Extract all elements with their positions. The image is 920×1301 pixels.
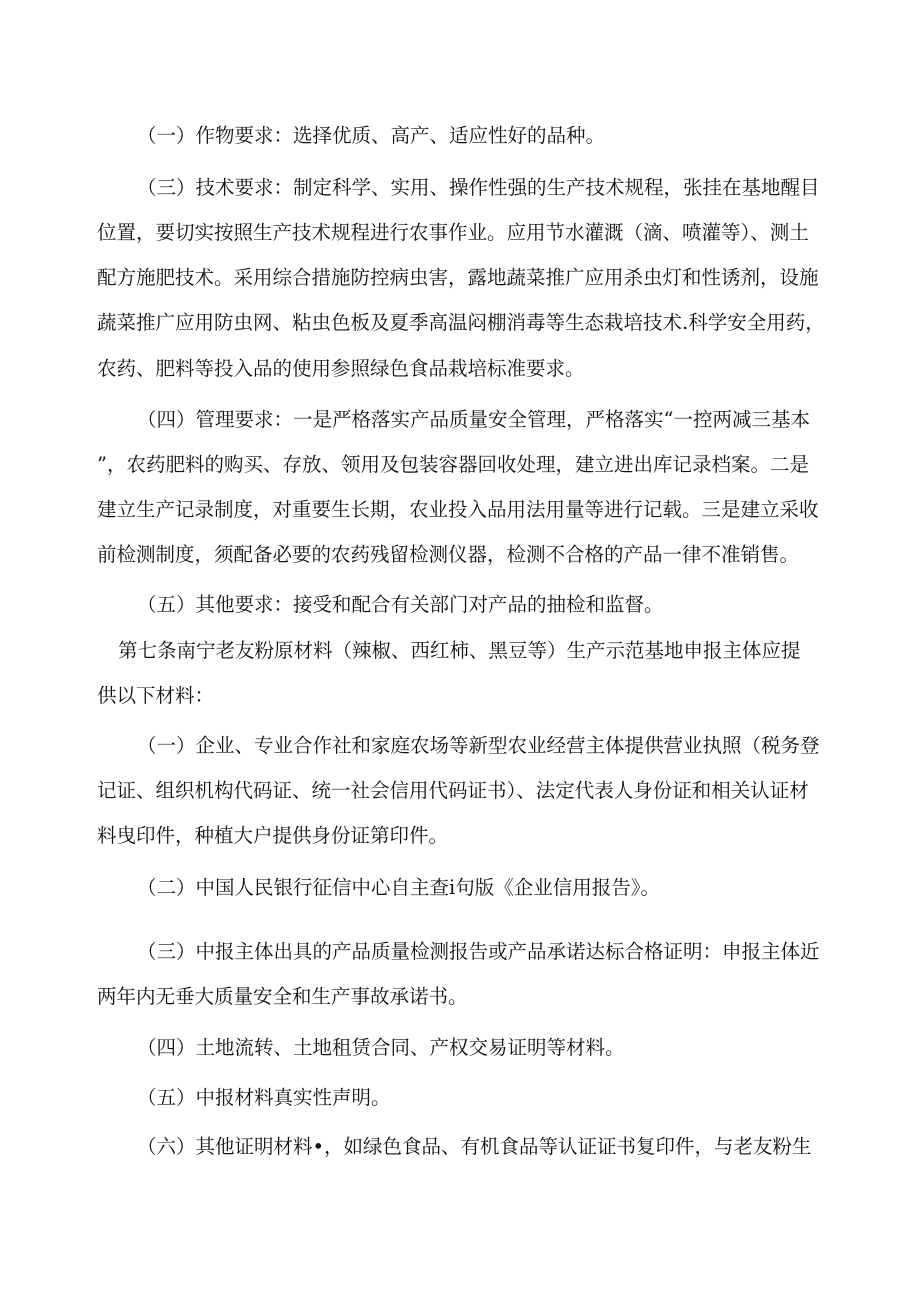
text-line: 料曳印件，种植大户提供身份证第印件。 [97, 824, 449, 847]
text-line: 供以下材料： [97, 684, 215, 707]
text-line: 前检测制度，须配备必要的农药残留检测仪器，检测不合格的产品一律不准销售。 [97, 543, 800, 566]
text-line: （三）中报主体出具的产品质量检测报告或产品承诺达标合格证明：申报主体近 [137, 940, 820, 963]
text-line: 建立生产记录制度，对重要生长期，农业投入品用法用量等进行记载。三是建立采收 [97, 498, 819, 521]
text-line: 记证、组织机构代码证、统一社会信用代码证书）、法定代表人身份证和相关认证材 [97, 779, 809, 802]
text-line: ”，农药肥料的购买、存放、领用及包装容器回收处理，建立进出库记录档案。二是 [97, 453, 809, 476]
text-line: （一）作物要求：选择优质、高产、适应性好的品种。 [137, 124, 606, 147]
text-line: （三）技术要求：制定科学、实用、操作性强的生产技术规程，张挂在基地醒目 [137, 176, 820, 199]
text-line: 位置，要切实按照生产技术规程进行农事作业。应用节水灌溉（滴、喷灌等）、测土 [97, 221, 809, 244]
text-line: （六）其他证明材料•，如绿色食品、有机食品等认证证书复印件，与老友粉生 [137, 1135, 812, 1158]
text-line: 蔬菜推广应用防虫网、粘虫色板及夏季高温闷棚消毒等生态栽培技术.科学安全用药， [97, 311, 825, 334]
text-line: （一）企业、专业合作社和家庭农场等新型农业经营主体提供营业执照（税务登 [137, 734, 820, 757]
text-line: （二）中国人民银行征信中心自主查i句版《企业信用报告》。 [137, 876, 660, 899]
text-line: （五）其他要求：接受和配合有关部门对产品的抽检和监督。 [137, 593, 664, 616]
text-line: 农药、肥料等投入品的使用参照绿色食品栽培标准要求。 [97, 357, 585, 380]
text-line: （四）土地流转、土地租赁合同、产权交易证明等材料。 [137, 1036, 625, 1059]
text-line: 配方施肥技术。采用综合措施防控病虫害，露地蔬菜推广应用杀虫灯和性诱剂，设施 [97, 266, 819, 289]
text-line: 第七条南宁老友粉原材料（辣椒、西红柿、黑豆等）生产示范基地申报主体应提 [118, 639, 801, 662]
text-line: 两年内无垂大质量安全和生产事故承诺书。 [97, 985, 468, 1008]
text-line: （五）中报材料真实性声明。 [137, 1086, 391, 1109]
text-line: （四）管理要求：一是严格落实产品质量安全管理，严格落实“一控两减三基本 [137, 408, 810, 431]
